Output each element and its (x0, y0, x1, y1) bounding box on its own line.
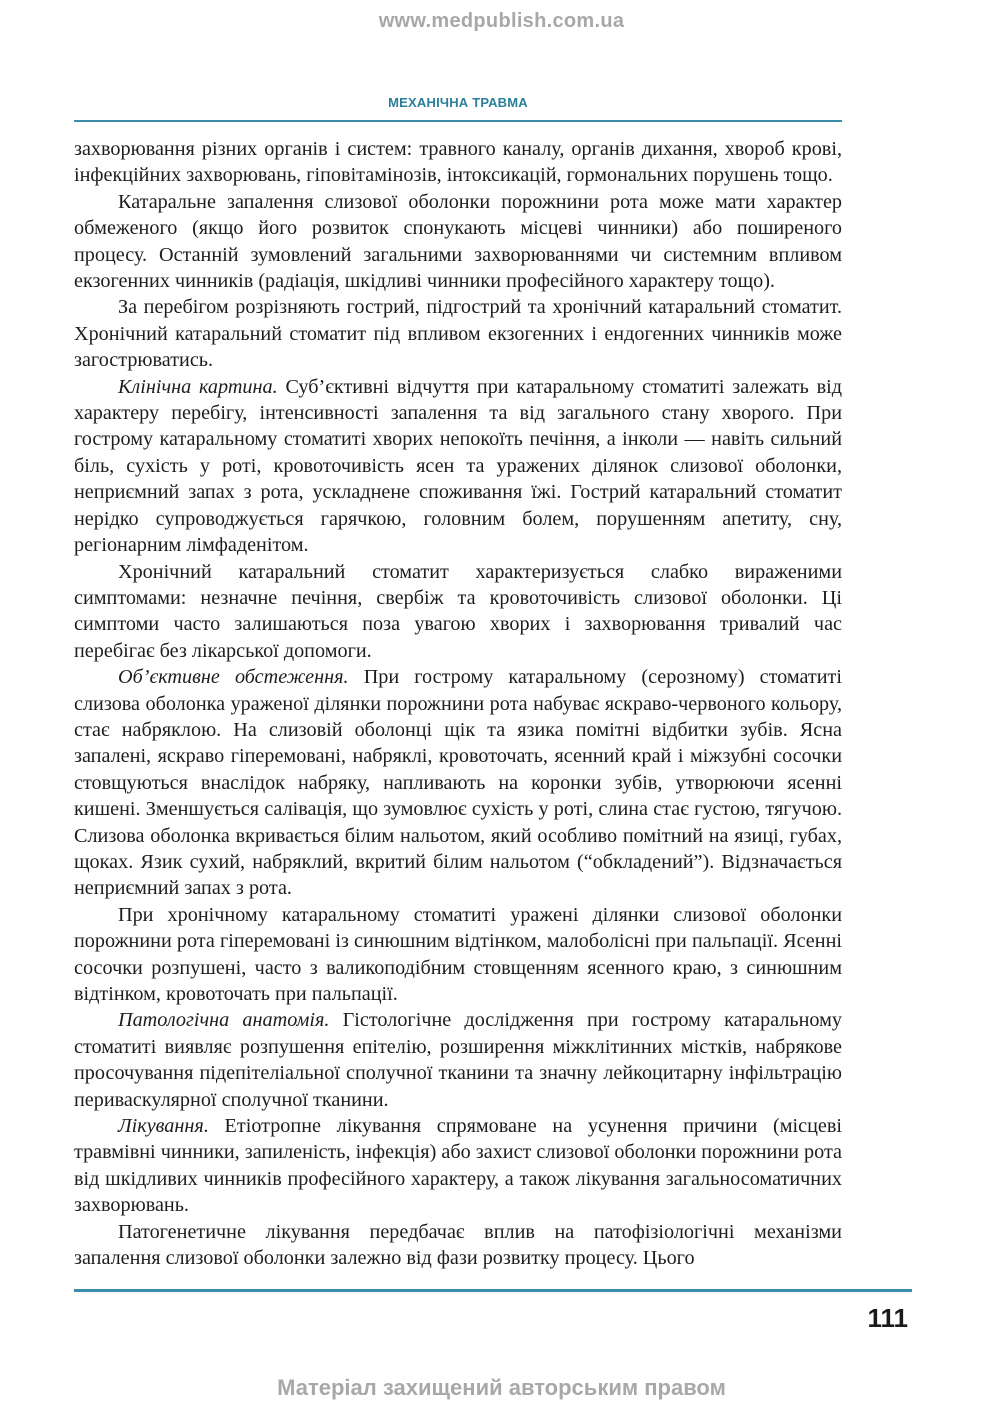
paragraph-text: При хронічному катаральному стоматиті уражені ділянки слизової оболонки порожнини рота гіперемовані із синюшним відтінком, малоболісні при пальпації. Ясенні сосочки розпушені, часто з валикоподібним стовщенням ясенного краю, з синюшним відтінком, кровоточать при пальпації. (74, 903, 842, 1005)
paragraph-text: Суб’єктивні відчуття при катаральному стоматиті залежать від характеру перебігу, інтенсивності запалення та від загального стану хворого. При гострому катаральному стоматиті хворих непокоїть печіння, а інколи — навіть сильний біль, сухість у роті, кровоточивість ясен та уражених ділянок слизової оболонки, неприємний запах з рота, ускладнене споживання їжі. Гострий катаральний стоматит нерідко супроводжується гарячкою, головним болем, порушенням апетиту, сну, регіонарним лімфаденітом. (74, 375, 842, 557)
paragraph-text: При гострому катаральному (серозному) стоматиті слизова оболонка ураженої ділянки порожнини рота набуває яскраво-червоного кольору, стає набряклою. На слизовій оболонці щік та язика помітні відбитки зубів. Ясна запалені, яскраво гіперемовані, набряклі, кровоточать, ясенний край і міжзубні сосочки стовщуються внаслідок набряку, напливають на коронки зубів, утворюючи ясенні кишені. Зменшується салівація, що зумовлює сухість у роті, слина стає густою, тягучою. Слизова оболонка вкривається білим нальотом, який особливо помітний на язиці, губах, щоках. Язик сухий, набряклий, вкритий білим нальотом (“обкладений”). Відзначається неприємний запах з рота. (74, 666, 842, 900)
section-lead: Лікування. (118, 1115, 209, 1138)
paragraph-text: За перебігом розрізняють гострий, підгострий та хронічний катаральний стоматит. Хронічний катаральний стоматит під впливом екзогенних і ендогенних чинників може загострюватись. (74, 296, 842, 372)
header-rule (74, 120, 842, 122)
paragraph-text: захворювання різних органів і систем: травного каналу, органів дихання, хвороб крові, інфекційних захворювань, гіповітамінозів, інтоксикацій, гормональних порушень тощо. (74, 138, 842, 187)
paragraph-text: Хронічний катаральний стоматит характеризується слабко вираженими симптомами: незначне печіння, свербіж та кровоточивість слизової оболонки. Ці симптоми часто залишаються поза увагою хворих і захворювання тривалий час перебігає без лікарської допомоги. (74, 560, 842, 662)
paragraph-text: Патогенетичне лікування передбачає вплив на патофізіологічні механізми запалення слизової оболонки залежно від фази розвитку процесу. Цього (74, 1220, 842, 1270)
paragraph (74, 294, 842, 373)
section-lead: Клінічна картина. (118, 375, 278, 398)
site-url-watermark: www.medpublish.com.ua (378, 10, 625, 32)
body-text (74, 136, 842, 1271)
footer-rule (74, 1289, 912, 1292)
paragraph (74, 1113, 842, 1219)
paragraph (74, 664, 842, 902)
paragraph-text: Гістологічне дослідження при гострому катаральному стоматиті виявляє розпушення епітелію, розширення міжклітинних містків, набрякове просочування підепітеліальної сполучної тканини та значну лейкоцитарну інфільтрацію периваскулярної сполучної тканини. (74, 1009, 842, 1111)
paragraph (74, 136, 842, 189)
page-number: 111 (867, 1303, 908, 1333)
paragraph (74, 1007, 842, 1113)
paragraph (74, 559, 842, 665)
paragraph-text: Етіотропне лікування спрямоване на усунення причини (місцеві травмівні чинники, запиленість, інфекція) або захист слизової оболонки порожнини рота від шкідливих чинників професійного характеру, а також лікування загальносоматичних захворювань. (74, 1115, 842, 1217)
copyright-watermark: Матеріал захищений авторським правом (277, 1375, 726, 1400)
section-lead: Об’єктивне обстеження. (118, 666, 349, 689)
paragraph (74, 1219, 842, 1272)
paragraph (74, 374, 842, 559)
section-lead: Патологічна анатомія. (118, 1009, 330, 1032)
paragraph-text: Катаральне запалення слизової оболонки порожнини рота може мати характер обмеженого (якщо його розвиток спонукають місцеві чинники) або поширеного процесу. Останній зумовлений загальними захворюваннями чи системним впливом екзогенних чинників (радіація, шкідливі чинники професійного характеру тощо). (74, 190, 842, 293)
running-head: МЕХАНІЧНА ТРАВМА (388, 95, 528, 110)
paragraph (74, 902, 842, 1008)
paragraph (74, 189, 842, 295)
